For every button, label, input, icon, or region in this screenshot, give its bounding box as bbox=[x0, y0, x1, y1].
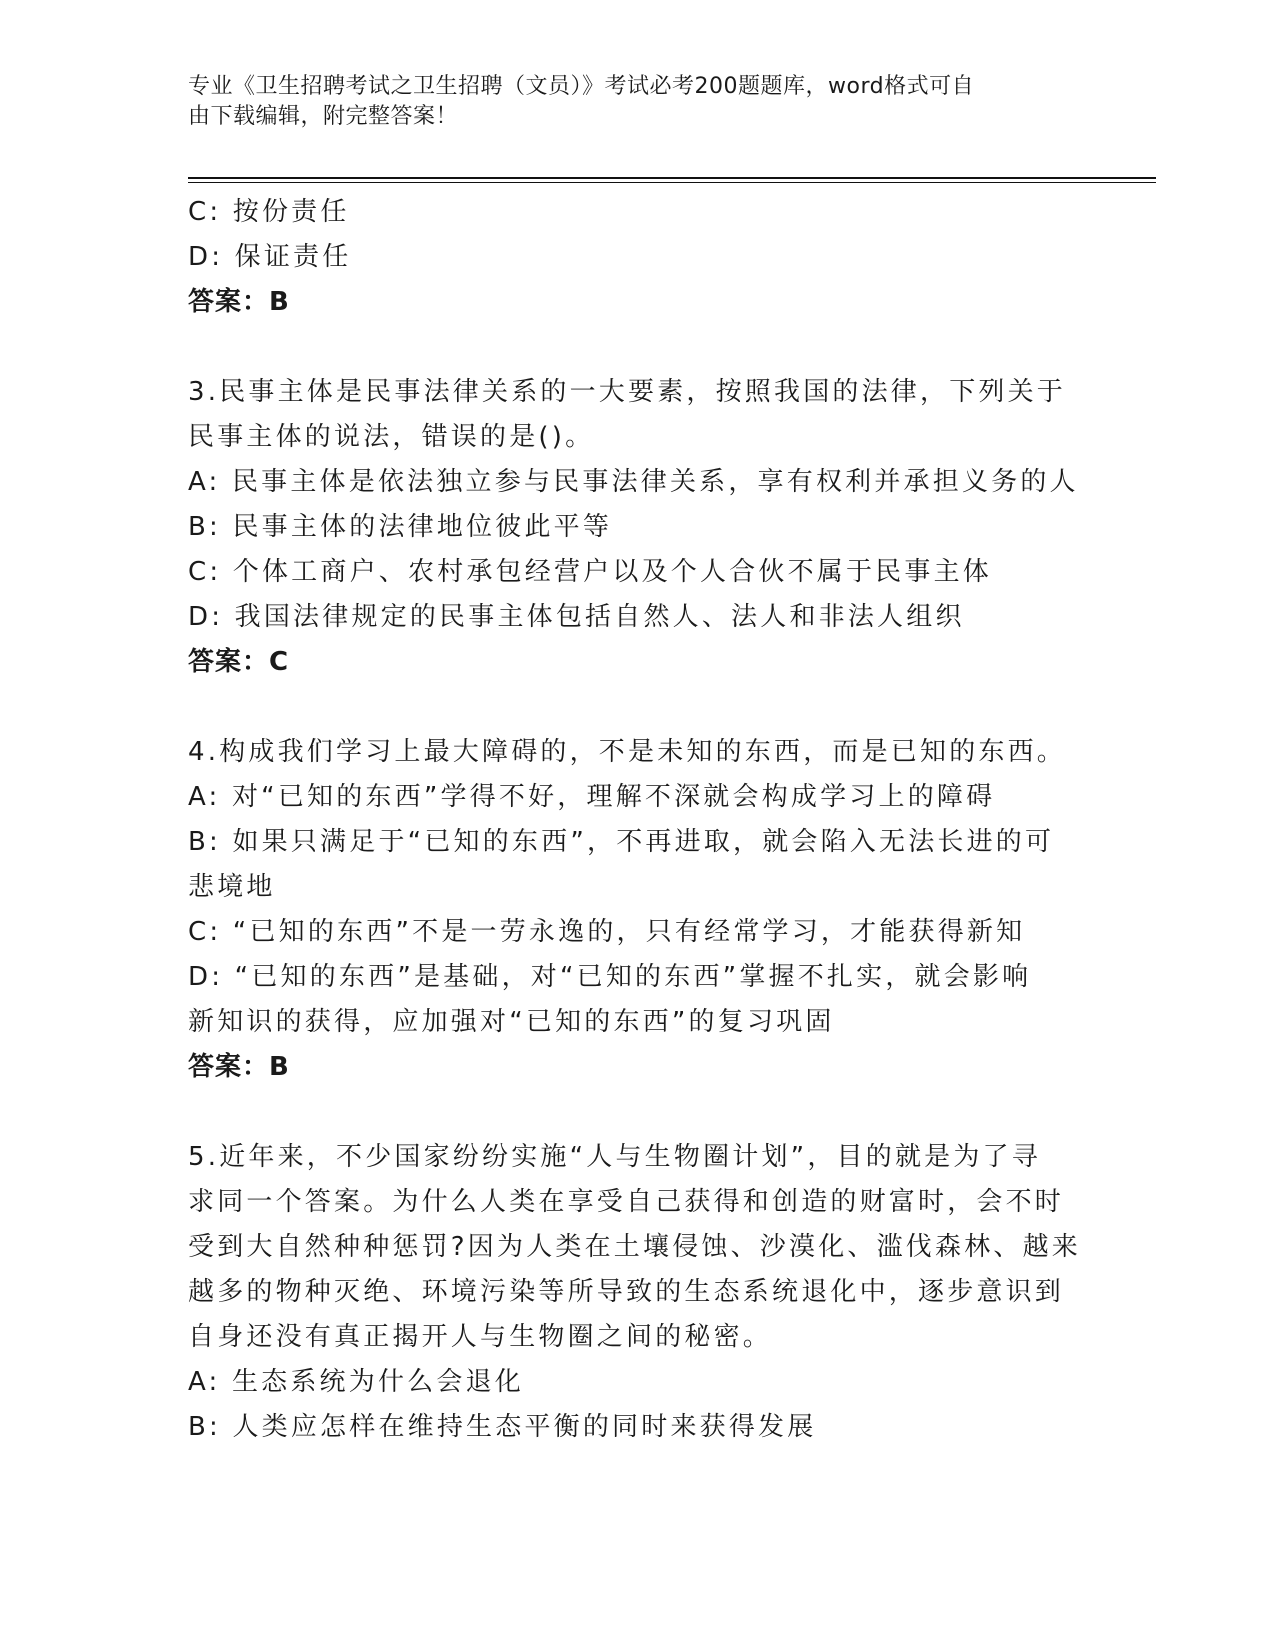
q4-stem-line-1: 4.构成我们学习上最大障碍的，不是未知的东西，而是已知的东西。 bbox=[188, 737, 1067, 767]
q3-option-c: C: 个体工商户、农村承包经营户以及个人合伙不属于民事主体 bbox=[188, 557, 992, 587]
q4-answer: 答案：B bbox=[188, 1052, 290, 1082]
q3-stem-line-2: 民事主体的说法，错误的是()。 bbox=[188, 422, 595, 452]
q3-stem-line-1: 3.民事主体是民事法律关系的一大要素，按照我国的法律，下列关于 bbox=[188, 377, 1067, 407]
q5-stem-line-5: 自身还没有真正揭开人与生物圈之间的秘密。 bbox=[188, 1322, 773, 1352]
q4-option-a: A: 对“已知的东西”学得不好，理解不深就会构成学习上的障碍 bbox=[188, 782, 996, 812]
q3-answer: 答案：C bbox=[188, 647, 290, 677]
header-line-2: 由下载编辑，附完整答案！ bbox=[188, 104, 459, 129]
q4-option-d-line-1: D: “已知的东西”是基础，对“已知的东西”掌握不扎实，就会影响 bbox=[188, 962, 1032, 992]
q5-stem-line-1: 5.近年来，不少国家纷纷实施“人与生物圈计划”，目的就是为了寻 bbox=[188, 1142, 1041, 1172]
header-rule-thick bbox=[188, 177, 1156, 179]
q2-answer: 答案：B bbox=[188, 287, 290, 317]
q3-option-d: D: 我国法律规定的民事主体包括自然人、法人和非法人组织 bbox=[188, 602, 965, 632]
q4-option-c: C: “已知的东西”不是一劳永逸的，只有经常学习，才能获得新知 bbox=[188, 917, 1026, 947]
q5-option-a: A: 生态系统为什么会退化 bbox=[188, 1367, 524, 1397]
q4-option-b-line-1: B: 如果只满足于“已知的东西”，不再进取，就会陷入无法长进的可 bbox=[188, 827, 1055, 857]
q5-option-b: B: 人类应怎样在维持生态平衡的同时来获得发展 bbox=[188, 1412, 817, 1442]
q2-option-d: D: 保证责任 bbox=[188, 242, 352, 272]
q5-stem-line-4: 越多的物种灭绝、环境污染等所导致的生态系统退化中，逐步意识到 bbox=[188, 1277, 1065, 1307]
q4-option-d-line-2: 新知识的获得，应加强对“已知的东西”的复习巩固 bbox=[188, 1007, 835, 1037]
q5-stem-line-3: 受到大自然种种惩罚?因为人类在土壤侵蚀、沙漠化、滥伐森林、越来 bbox=[188, 1232, 1082, 1262]
q2-option-c: C: 按份责任 bbox=[188, 197, 350, 227]
page-header bbox=[188, 72, 1068, 132]
header-line-1: 专业《卫生招聘考试之卫生招聘（文员）》考试必考200题题库，word格式可自 bbox=[188, 74, 975, 99]
question-content bbox=[188, 190, 1082, 1450]
q3-option-b: B: 民事主体的法律地位彼此平等 bbox=[188, 512, 613, 542]
q4-option-b-line-2: 悲境地 bbox=[188, 872, 276, 902]
header-rule-thin bbox=[188, 182, 1156, 183]
q5-stem-line-2: 求同一个答案。为什么人类在享受自己获得和创造的财富时，会不时 bbox=[188, 1187, 1065, 1217]
q3-option-a: A: 民事主体是依法独立参与民事法律关系，享有权利并承担义务的人 bbox=[188, 467, 1079, 497]
